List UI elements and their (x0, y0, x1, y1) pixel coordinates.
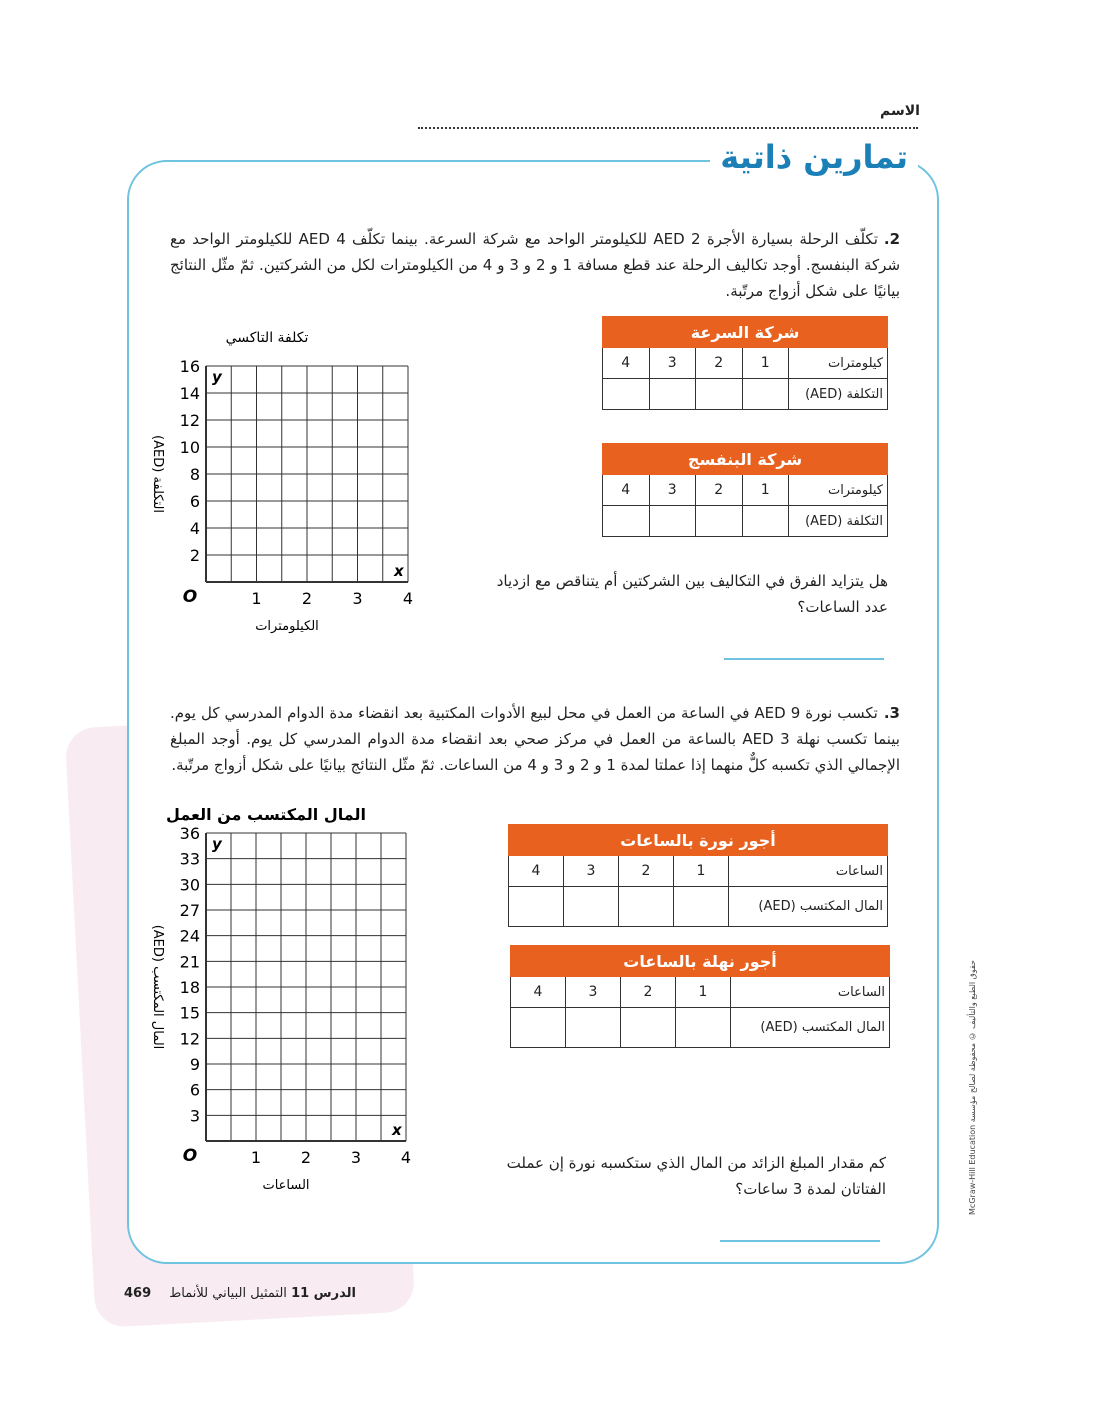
x-tick-label: 3 (352, 589, 363, 608)
question-3-text (170, 700, 900, 778)
table-violet-company (602, 443, 888, 537)
question-3-prompt: كم مقدار المبلغ الزائد من المال الذي ستكسبه نورة إن عملت الفتاتان لمدة 3 ساعات؟ (506, 1154, 886, 1198)
y-tick-label: 6 (189, 492, 200, 511)
footer (124, 1286, 356, 1301)
x-tick-label: 2 (301, 589, 313, 608)
col-header: 1 (676, 977, 731, 1008)
page-title: تمارين ذاتية (710, 138, 918, 176)
col-header: 4 (509, 856, 564, 887)
answer-cell[interactable] (674, 887, 729, 927)
row-label: المال المكتسب (AED) (729, 887, 888, 927)
y-axis-letter: y (212, 368, 222, 386)
answer-cell[interactable] (621, 1008, 676, 1048)
table-title: أجور نورة بالساعات (509, 825, 888, 856)
y-axis-label: التكلفة (AED) (150, 435, 165, 513)
row-label: كيلومترات (789, 475, 888, 506)
x-axis-letter: x (394, 562, 404, 580)
y-tick-label: 2 (189, 546, 200, 565)
y-tick-label: 10 (179, 438, 200, 457)
col-header: 1 (674, 856, 729, 887)
question-2-text (170, 226, 900, 304)
table-noura-wages (508, 824, 888, 927)
copyright-side-text: حقوق الطبع والتأليف © محفوظة لصالح مؤسسة McGraw-Hill Education (968, 960, 977, 1215)
y-tick-label: 15 (179, 1003, 200, 1023)
col-header: 1 (742, 348, 789, 379)
x-axis-letter: x (392, 1121, 402, 1139)
y-tick-label: 21 (179, 952, 200, 972)
table-speed-company (602, 316, 888, 410)
origin-label: O (182, 1146, 198, 1166)
y-tick-label: 9 (189, 1055, 200, 1074)
y-tick-label: 16 (179, 357, 200, 376)
table-title: أجور نهلة بالساعات (511, 946, 890, 977)
col-header: 4 (603, 348, 650, 379)
table-title: شركة البنفسج (603, 444, 888, 475)
x-tick-label: 4 (400, 1148, 412, 1167)
question-3-body: تكسب نورة AED 9 في الساعة من العمل في محل لبيع الأدوات المكتبية بعد انقضاء مدة الدوام المدرسي كل يوم. بينما تكسب نهلة AED 3 بالساعة من العمل في مركز صحي بعد انقضاء مدة الدوام المدرسي كل يوم. أوجد المبلغ الإجمالي الذي تكسبه كلٌّ منهما إذا عملتا لمدة 1 و 2 و 3 و 4 من الساعات. ثمّ مثّل النتائج بيانيًا على شكل أزواج مرتّبة. (170, 704, 900, 774)
question-2-body: تكلّف الرحلة بسيارة الأجرة AED 2 للكيلومتر الواحد مع شركة السرعة. بينما تكلّف AED 4 للكيلومتر الواحد مع شركة البنفسج. أوجد تكاليف الرحلة عند قطع مسافة 1 و 2 و 3 و 4 من الكيلومترات لكل من الشركتين. ثمّ مثّل النتائج بيانيًا على شكل أزواج مرتّبة. (170, 230, 901, 300)
row-label: المال المكتسب (AED) (731, 1008, 890, 1048)
col-header: 4 (603, 475, 650, 506)
col-header: 3 (564, 856, 619, 887)
y-tick-label: 27 (179, 901, 200, 920)
table-title: شركة السرعة (603, 317, 888, 348)
y-tick-label: 6 (189, 1080, 200, 1100)
answer-cell[interactable] (696, 506, 743, 537)
y-tick-label: 8 (189, 465, 200, 484)
col-header: 2 (619, 856, 674, 887)
answer-cell[interactable] (649, 506, 696, 537)
answer-cell[interactable] (509, 887, 564, 927)
origin-label: O (182, 587, 198, 607)
x-tick-label: 1 (251, 589, 262, 608)
page-number: 469 (124, 1286, 152, 1301)
y-tick-label: 14 (179, 384, 200, 403)
answer-line-q2[interactable] (724, 658, 884, 660)
col-header: 2 (696, 348, 743, 379)
x-tick-label: 2 (300, 1148, 312, 1167)
col-header: 2 (621, 977, 676, 1008)
chart-title: تكلفة التاكسي (225, 330, 309, 346)
answer-line-q3[interactable] (720, 1240, 880, 1242)
question-3-number: 3. (883, 704, 900, 722)
lesson-title: التمثيل البياني للأنماط (169, 1286, 287, 1301)
chart-earned-money (140, 800, 430, 1195)
x-axis-label: الساعات (262, 1178, 310, 1193)
answer-cell[interactable] (564, 887, 619, 927)
y-tick-label: 3 (189, 1106, 200, 1126)
question-2-prompt: هل يتزايد الفرق في التكاليف بين الشركتين أم يتناقص مع ازدياد عدد الساعات؟ (496, 572, 888, 616)
col-header: 2 (696, 475, 743, 506)
name-line[interactable] (418, 127, 918, 129)
answer-cell[interactable] (742, 379, 789, 410)
x-axis-label: الكيلومترات (255, 619, 319, 634)
answer-cell[interactable] (619, 887, 674, 927)
y-axis-letter: y (212, 835, 222, 853)
row-label: كيلومترات (789, 348, 888, 379)
answer-cell[interactable] (511, 1008, 566, 1048)
y-tick-label: 12 (179, 1029, 200, 1049)
answer-cell[interactable] (603, 506, 650, 537)
row-label: الساعات (729, 856, 888, 887)
col-header: 3 (566, 977, 621, 1008)
x-tick-label: 4 (402, 589, 414, 608)
y-tick-label: 24 (179, 926, 200, 946)
y-tick-label: 4 (189, 519, 200, 538)
col-header: 3 (649, 348, 696, 379)
chart-taxi-cost (140, 326, 430, 634)
answer-cell[interactable] (676, 1008, 731, 1048)
col-header: 1 (742, 475, 789, 506)
answer-cell[interactable] (566, 1008, 621, 1048)
row-label: الساعات (731, 977, 890, 1008)
y-tick-label: 33 (179, 849, 200, 869)
y-tick-label: 36 (179, 824, 200, 843)
lesson-label: الدرس 11 (291, 1286, 356, 1301)
y-tick-label: 30 (179, 875, 200, 895)
y-tick-label: 18 (179, 978, 200, 997)
y-tick-label: 12 (179, 411, 200, 430)
row-label: التكلفة (AED) (789, 379, 888, 410)
x-tick-label: 3 (350, 1148, 362, 1167)
answer-cell[interactable] (603, 379, 650, 410)
y-axis-label: المال المكتسب (AED) (150, 924, 165, 1050)
chart-title: المال المكتسب من العمل (166, 805, 366, 824)
answer-cell[interactable] (649, 379, 696, 410)
col-header: 3 (649, 475, 696, 506)
answer-cell[interactable] (696, 379, 743, 410)
name-label: الاسم (880, 103, 920, 119)
col-header: 4 (511, 977, 566, 1008)
x-tick-label: 1 (250, 1148, 262, 1167)
row-label: التكلفة (AED) (789, 506, 888, 537)
answer-cell[interactable] (742, 506, 789, 537)
question-2-number: 2. (883, 230, 901, 248)
table-nahla-wages (510, 945, 890, 1048)
